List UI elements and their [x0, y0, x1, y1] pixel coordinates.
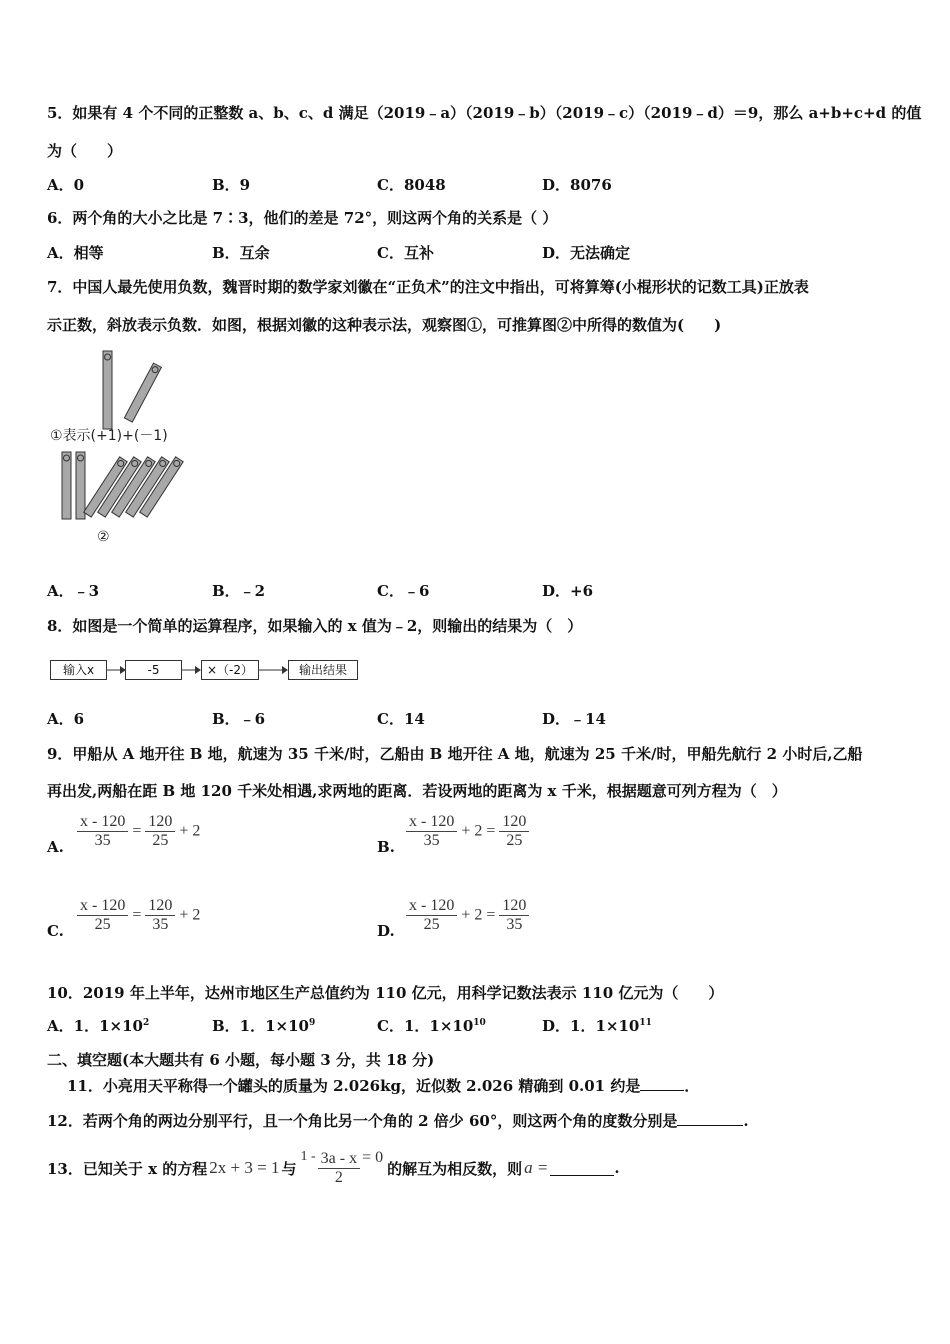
- q7-option-a: A．﹣3: [47, 582, 100, 600]
- numerator: x - 120: [406, 813, 457, 832]
- flow-output-box: 输出结果: [288, 660, 358, 680]
- q5-line2: 为（ ）: [47, 142, 123, 160]
- q13-equation-1: 2x + 3 = 1: [209, 1158, 280, 1177]
- answer-blank[interactable]: [677, 1111, 743, 1126]
- q8-option-d: D．﹣14: [542, 710, 606, 728]
- q10-option-b: B．1．$1\times 10^9$: [212, 1017, 316, 1035]
- q6-option-a: A．相等: [47, 244, 104, 262]
- q6-option-d: D．无法确定: [542, 244, 631, 262]
- numerator: 120: [145, 813, 175, 832]
- q9-option-a-equation: [77, 813, 200, 850]
- q9-option-d-label: D.: [377, 922, 395, 940]
- numerator: 120: [499, 813, 529, 832]
- q12-text: 12．若两个角的两边分别平行，且一个角比另一个角的 2 倍少 60°，则这两个角的度数分别是: [47, 1112, 678, 1130]
- q5-option-d: D．8076: [542, 176, 612, 194]
- q6-option-b: B．互余: [212, 244, 270, 262]
- q9-option-c-equation: [77, 897, 200, 934]
- denominator: 35: [94, 832, 111, 849]
- plus-term: + 2: [461, 906, 483, 924]
- numerator: x - 120: [406, 897, 457, 916]
- upright-rod: [76, 452, 85, 519]
- plus-term: + 2: [461, 822, 483, 840]
- q13-and: 与: [281, 1159, 297, 1178]
- figure-caption-1: ①表示(+1)+(－1): [50, 428, 168, 444]
- numerator: 120: [499, 897, 529, 916]
- q8-line1: 8．如图是一个简单的运算程序，如果输入的 x 值为﹣2，则输出的结果为（ ）: [47, 617, 583, 635]
- denominator: 35: [423, 832, 440, 849]
- flow-subtract-box: -5: [125, 660, 182, 680]
- q10-line1: 10．2019 年上半年，达州市地区生产总值约为 110 亿元，用科学记数法表示 110 亿元为（ ）: [47, 984, 724, 1002]
- equals-sign: =: [486, 822, 496, 840]
- q9-option-b-label: B.: [377, 838, 395, 856]
- arrow-right-icon: [181, 664, 201, 676]
- figure-caption-2: ②: [97, 529, 110, 545]
- equals-sign: =: [486, 906, 496, 924]
- q8-option-b: B．﹣6: [212, 710, 266, 728]
- plus-term: + 2: [179, 906, 201, 924]
- section-title: 二、填空题(本大题共有 6 小题，每小题 3 分，共 18 分): [47, 1051, 435, 1069]
- exponent: 10: [473, 1018, 486, 1028]
- exponent: 11: [639, 1018, 652, 1028]
- q5-option-c: C．8048: [377, 176, 446, 194]
- q12: 12．若两个角的两边分别平行，且一个角比另一个角的 2 倍少 60°，则这两个角的度数分别是 .: [47, 1112, 749, 1130]
- q13: 13．已知关于 x 的方程 2x + 3 = 1 与 1 - $\frac{3a - x}{2}$ = 0 的解互为相反数，则 a = .: [47, 1149, 620, 1186]
- denominator: 35: [152, 916, 169, 933]
- q9-option-d-equation: [406, 897, 529, 934]
- exponent: 2: [142, 1018, 150, 1028]
- q10-option-a: A．1．$1\times 10^2$: [47, 1017, 150, 1035]
- q7-option-d: D．+6: [542, 582, 594, 600]
- q5-option-a: A．0: [47, 176, 85, 194]
- q13-prefix: 13．已知关于 x 的方程: [47, 1159, 208, 1178]
- answer-blank[interactable]: [550, 1161, 614, 1176]
- denominator: 25: [94, 916, 111, 933]
- q5-line1: 5．如果有 4 个不同的正整数 a、b、c、d 满足（2019﹣a）（2019﹣b）（2019﹣c）（2019﹣d）＝9，那么 a+b+c+d 的值: [47, 104, 922, 122]
- denominator: 35: [506, 916, 523, 933]
- q6-line1: 6．两个角的大小之比是 7∶3，他们的差是 72°，则这两个角的关系是（ ）: [47, 209, 558, 227]
- equals-sign: =: [132, 822, 142, 840]
- numerator: x - 120: [77, 897, 128, 916]
- q11-text: 11．小亮用天平称得一个罐头的质量为 2.026kg，近似数 2.026 精确到 0.01 约是: [67, 1077, 641, 1095]
- answer-blank[interactable]: [640, 1076, 684, 1091]
- q9-option-a-label: A.: [47, 838, 64, 856]
- q10-option-d: D．1．$1\times 10^{11}$: [542, 1017, 652, 1035]
- q9-line1: 9．甲船从 A 地开往 B 地，航速为 35 千米/时，乙船由 B 地开往 A 地，航速为 25 千米/时，甲船先航行 2 小时后,乙船: [47, 745, 863, 763]
- q7-option-b: B．﹣2: [212, 582, 266, 600]
- plus-term: + 2: [179, 822, 201, 840]
- q11: 11．小亮用天平称得一个罐头的质量为 2.026kg，近似数 2.026 精确到 0.01 约是 ．: [67, 1077, 700, 1095]
- numerator: x - 120: [77, 813, 128, 832]
- numerator: 3a - x: [318, 1150, 360, 1169]
- equals-sign: =: [132, 906, 142, 924]
- q8-option-a: A．6: [47, 710, 85, 728]
- q7-option-c: C．﹣6: [377, 582, 430, 600]
- q13-variable: a =: [524, 1158, 549, 1177]
- q5-option-b: B．9: [212, 176, 251, 194]
- arrow-right-icon: [106, 664, 126, 676]
- denominator: 2: [334, 1168, 343, 1186]
- flow-input-box: 输入x: [50, 660, 107, 680]
- q9-line2: 再出发,两船在距 B 地 120 千米处相遇,求两地的距离．若设两地的距离为 x 千米，根据题意可列方程为（ ）: [47, 782, 787, 800]
- flow-multiply-box: ×（-2）: [201, 660, 259, 680]
- denominator: 25: [423, 916, 440, 933]
- q6-option-c: C．互补: [377, 244, 434, 262]
- counting-rods-figure: [45, 345, 205, 545]
- flowchart: [50, 658, 370, 682]
- q13-eq2-lead: 1 -: [300, 1149, 316, 1164]
- q9-option-c-label: C.: [47, 922, 64, 940]
- q13-post: 的解互为相反数，则: [387, 1159, 523, 1178]
- q10-option-c: C．1．$1\times 10^{10}$: [377, 1017, 486, 1035]
- q7-line2: 示正数，斜放表示负数．如图，根据刘徽的这种表示法，观察图①，可推算图②中所得的数值为( ): [47, 316, 722, 334]
- q7-line1: 7．中国人最先使用负数，魏晋时期的数学家刘徽在“正负术”的注文中指出，可将算筹(小棍形状的记数工具)正放表: [47, 278, 809, 296]
- slanted-rod: [124, 363, 161, 422]
- arrow-right-icon: [258, 664, 288, 676]
- q13-eq2-tail: = 0: [362, 1149, 384, 1166]
- q9-option-b-equation: [406, 813, 529, 850]
- denominator: 25: [506, 832, 523, 849]
- upright-rod: [103, 351, 112, 429]
- numerator: 120: [145, 897, 175, 916]
- denominator: 25: [152, 832, 169, 849]
- exponent: 9: [309, 1018, 316, 1028]
- upright-rod: [62, 452, 71, 519]
- q8-option-c: C．14: [377, 710, 425, 728]
